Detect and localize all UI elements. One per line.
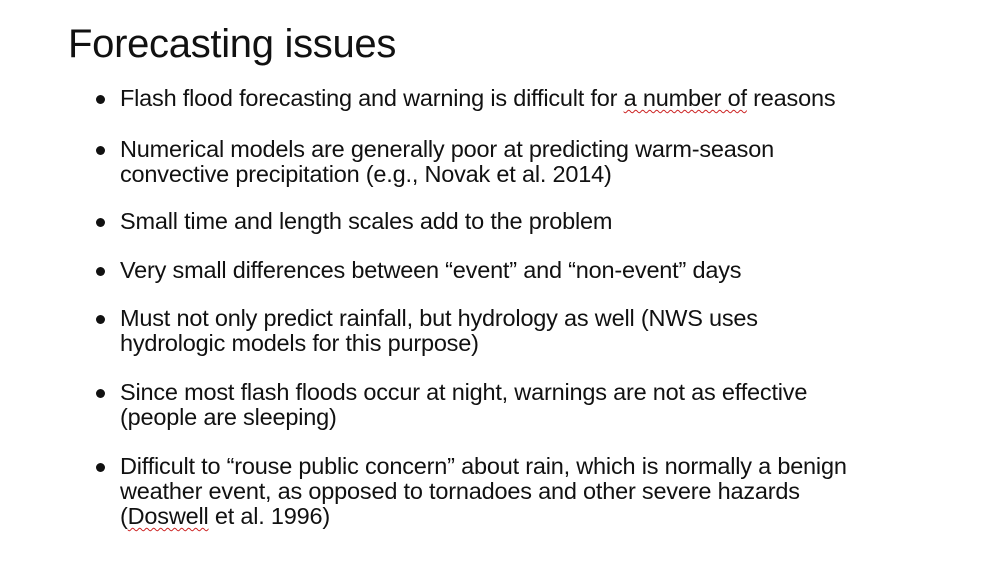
bullet-line: Since most flash floods occur at night, warnings are not as effective — [120, 379, 808, 405]
bullet-item — [96, 209, 612, 234]
bullet-item — [96, 137, 774, 187]
bullet-dot-icon — [96, 267, 105, 276]
bullet-item — [96, 86, 835, 111]
bullet-dot-icon — [96, 95, 105, 104]
bullet-line: Must not only predict rainfall, but hydrology as well (NWS uses — [120, 305, 758, 331]
bullet-dot-icon — [96, 315, 105, 324]
bullet-line: (people are sleeping) — [120, 404, 337, 430]
bullet-item — [96, 454, 847, 529]
bullet-item — [96, 380, 807, 430]
bullet-dot-icon — [96, 389, 105, 398]
bullet-text-part: Flash flood forecasting and warning is difficult for — [120, 85, 624, 111]
bullet-text: Small time and length scales add to the problem — [120, 208, 613, 234]
bullet-line: Difficult to “rouse public concern” about rain, which is normally a benign — [120, 453, 847, 479]
slide-title: Forecasting issues — [68, 22, 397, 66]
bullet-line: weather event, as opposed to tornadoes and other severe hazards — [120, 478, 800, 504]
bullet-text — [120, 85, 835, 111]
bullet-line: Numerical models are generally poor at predicting warm-season — [120, 136, 774, 162]
bullet-dot-icon — [96, 218, 105, 227]
bullet-text-part: et al. 1996) — [208, 503, 331, 529]
bullet-line: convective precipitation (e.g., Novak et al. 2014) — [120, 161, 612, 187]
spellcheck-flagged-text: a number of — [623, 85, 747, 111]
bullet-text-part: ( — [120, 503, 128, 529]
bullet-text: Very small differences between “event” and “non-event” days — [120, 257, 742, 283]
bullet-item — [96, 258, 741, 283]
bullet-dot-icon — [96, 146, 105, 155]
bullet-item — [96, 306, 758, 356]
spellcheck-flagged-text: Doswell — [127, 503, 209, 529]
bullet-dot-icon — [96, 463, 105, 472]
bullet-text-part: reasons — [746, 85, 836, 111]
bullet-line: hydrologic models for this purpose) — [120, 330, 479, 356]
bullet-line — [120, 504, 847, 529]
